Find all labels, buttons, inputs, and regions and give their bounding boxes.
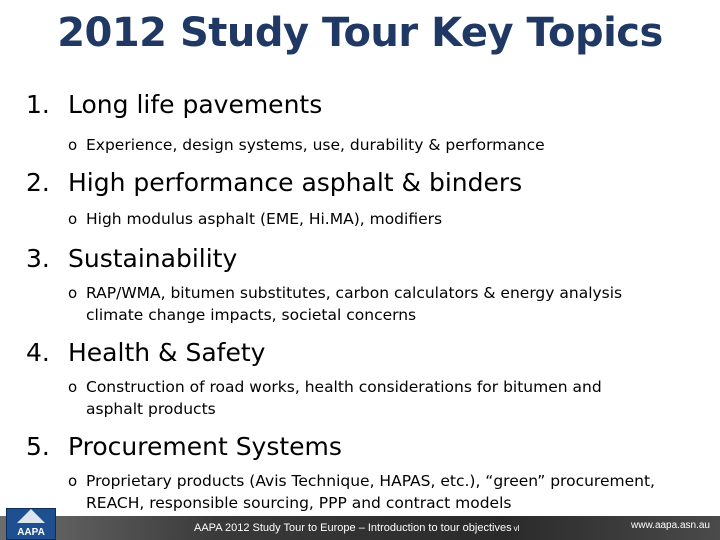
topic-detail: Proprietary products (Avis Technique, HAPAS, etc.), “green” procurement, REACH, responsible sourcing, PPP and contract models [86, 472, 655, 512]
bullet-icon: o [68, 472, 78, 490]
logo-mark-icon [17, 509, 45, 523]
topic-heading: Long life pavements [68, 90, 323, 119]
slide-title: 2012 Study Tour Key Topics [57, 10, 663, 56]
topic-heading: Sustainability [68, 244, 238, 273]
topic-item [26, 88, 706, 156]
topic-item [26, 242, 706, 326]
bullet-icon: o [68, 210, 78, 228]
page-marker: vl [513, 524, 520, 533]
topic-list [26, 88, 706, 514]
topic-number: 1. [26, 90, 50, 119]
footer-caption [194, 522, 519, 534]
topic-heading: Procurement Systems [68, 432, 342, 461]
logo-text: AAPA [17, 527, 45, 538]
footer-website-link[interactable]: www.aapa.asn.au [631, 520, 710, 531]
topic-number: 5. [26, 432, 50, 461]
topic-heading: Health & Safety [68, 338, 266, 367]
footer-caption-text: AAPA 2012 Study Tour to Europe – Introduction to tour objectives [194, 522, 512, 534]
topic-heading: High performance asphalt & binders [68, 168, 523, 197]
topic-detail: High modulus asphalt (EME, Hi.MA), modifiers [86, 210, 443, 228]
bullet-icon: o [68, 136, 78, 154]
topic-number: 3. [26, 244, 50, 273]
topic-detail: Construction of road works, health considerations for bitumen and asphalt products [86, 378, 602, 418]
aapa-logo [6, 508, 56, 540]
topic-item [26, 166, 706, 230]
bullet-icon: o [68, 284, 78, 302]
topic-number: 4. [26, 338, 50, 367]
topic-detail: Experience, design systems, use, durability & performance [86, 136, 545, 154]
topic-detail: RAP/WMA, bitumen substitutes, carbon calculators & energy analysis climate change impacts, societal concerns [86, 284, 623, 324]
topic-number: 2. [26, 168, 50, 197]
topic-item [26, 336, 706, 420]
topic-item [26, 430, 706, 514]
bullet-icon: o [68, 378, 78, 396]
